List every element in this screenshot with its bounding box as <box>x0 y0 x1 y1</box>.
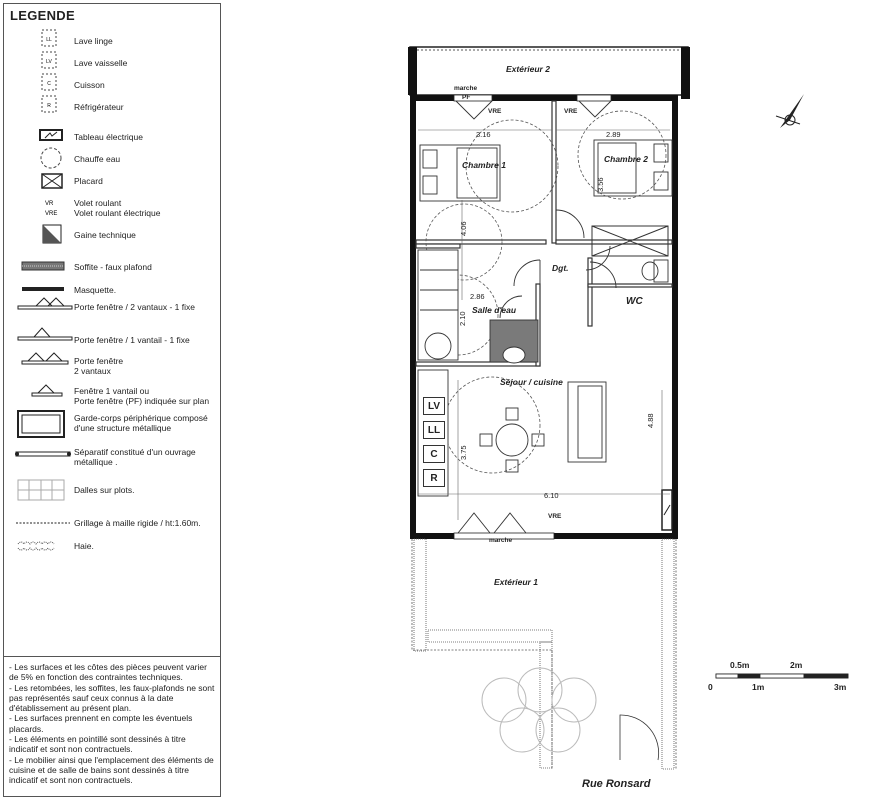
dim-chambre-1-width: 3.16 <box>476 130 491 139</box>
dim-sejour-depth: 3.75 <box>459 445 468 460</box>
hedge-icon <box>18 542 54 550</box>
legend-label-pf-1-vantail-fixe: Porte fenêtre / 1 vantail - 1 fixe <box>74 335 190 345</box>
svg-text:R: R <box>47 103 51 109</box>
appliance-lave-vaisselle: LV <box>423 397 445 415</box>
legend-symbols <box>4 4 74 564</box>
dim-sejour-width: 6.10 <box>544 491 559 500</box>
legend-label-gaine-technique: Gaine technique <box>74 230 136 240</box>
note-item: - Les surfaces prennent en compte les éventuels placards. <box>9 713 193 734</box>
tag-vre-top-right: VRE <box>564 108 578 115</box>
dim-right-depth: 4.88 <box>646 413 655 428</box>
slabs-on-pads-icon <box>18 480 64 500</box>
room-label-chambre-1: Chambre 1 <box>462 160 506 170</box>
svg-text:VRE: VRE <box>45 211 58 217</box>
dim-chambre-2-depth: 3.56 <box>596 177 605 192</box>
masquette-icon <box>22 287 64 291</box>
legend-label-tableau-electrique: Tableau électrique <box>74 132 143 142</box>
tag-pf-top: PF <box>462 94 471 101</box>
watermark-logo <box>482 668 596 752</box>
legend-label-masquette: Masquette. <box>74 285 117 295</box>
metal-separator-icon <box>15 452 71 456</box>
electrical-panel-plan <box>662 490 672 530</box>
dishwasher-icon <box>42 52 56 68</box>
legend-title: LEGENDE <box>10 8 75 23</box>
legend-label-fenetre-1-vantail: Fenêtre 1 vantail ou Porte fenêtre (PF) indiquée sur plan <box>74 386 210 406</box>
cooker-icon <box>42 74 56 90</box>
legend-label-pf-2-vantaux: Porte fenêtre 2 vantaux <box>74 356 124 376</box>
legend-label-refrigerateur: Réfrigérateur <box>74 102 124 112</box>
legend-label-separatif: Séparatif constitué d'un ouvrage métallique . <box>74 447 196 467</box>
room-label-salle-eau: Salle d'eau <box>472 305 517 315</box>
room-label-sejour-cuisine: Séjour / cuisine <box>500 377 563 387</box>
legend-label-placard: Placard <box>74 176 103 186</box>
legend-label-garde-corps: Garde-corps périphérique composé d'une structure métallique <box>74 413 208 433</box>
sofa <box>568 382 606 462</box>
tag-vre-top-left: VRE <box>488 108 502 115</box>
svg-text:VR: VR <box>45 201 54 207</box>
legend-label-cuisson: Cuisson <box>74 80 105 90</box>
tag-vre-bottom: VRE <box>548 513 562 520</box>
svg-text:LV: LV <box>46 59 52 65</box>
note-item: - Les retombées, les soffites, les faux-plafonds ne sont pas représentés sauf ceux connus à la date d'établissement au présent plan. <box>9 682 215 714</box>
floor-plan <box>222 0 877 800</box>
dim-chambre-1-depth: 4.06 <box>459 221 468 236</box>
dim-salle-eau-width: 2.86 <box>470 292 485 301</box>
appliance-cuisson: C <box>423 445 445 463</box>
note-item: - Les éléments en pointillé sont dessinés à titre indicatif et sont non contractuels. <box>9 734 186 755</box>
scale-label-2m: 2m <box>790 660 803 670</box>
legend-label-haie: Haie. <box>74 541 94 551</box>
soffit-icon <box>22 262 64 270</box>
dining-table <box>480 408 544 472</box>
window-1-leaf-icon <box>32 385 62 396</box>
legend-label-dalles: Dalles sur plots. <box>74 485 135 495</box>
scale-label-3m: 3m <box>834 682 847 692</box>
legend-label-grillage: Grillage à maille rigide / ht:1.60m. <box>74 518 201 528</box>
north-arrow-icon <box>776 94 804 128</box>
room-label-wc: WC <box>626 296 643 307</box>
washing-machine-icon <box>42 30 56 46</box>
legend-label-chauffe-eau: Chauffe eau <box>74 154 121 164</box>
water-heater-icon <box>41 148 61 168</box>
legend-panel <box>3 3 221 797</box>
legend-label-lave-vaisselle: Lave vaisselle <box>74 58 128 68</box>
closet-icon <box>42 174 62 188</box>
legend-label-lave-linge: Lave linge <box>74 36 113 46</box>
bed-chambre-2 <box>594 140 672 196</box>
bed-chambre-1 <box>420 145 500 201</box>
legend-label-pf-2-vantaux-fixe: Porte fenêtre / 2 vantaux - 1 fixe <box>74 302 195 312</box>
electrical-panel-icon <box>40 130 62 140</box>
room-label-chambre-2: Chambre 2 <box>604 154 648 164</box>
note-item: - Les surfaces et les côtes des pièces peuvent varier de 5% en fonction des contraintes techniques. <box>9 662 207 683</box>
street-name: Rue Ronsard <box>582 778 651 790</box>
dim-salle-eau-depth: 2.10 <box>458 311 467 326</box>
technical-shaft-icon <box>43 225 61 243</box>
fridge-icon <box>42 96 56 112</box>
svg-text:C: C <box>47 81 51 87</box>
railing-icon <box>18 411 64 437</box>
toilet <box>642 260 668 282</box>
scale-label-0: 0 <box>708 682 713 692</box>
room-label-dgt: Dgt. <box>552 263 569 273</box>
french-door-1-leaf-fixed-icon <box>18 328 72 340</box>
disclaimer-notes <box>4 656 220 786</box>
svg-text:LL: LL <box>46 37 52 43</box>
legend-label-volet-roulant: Volet roulant Volet roulant électrique <box>74 198 161 218</box>
scale-bar <box>716 674 848 678</box>
scale-label-05m: 0.5m <box>730 660 750 670</box>
appliance-lave-linge: LL <box>423 421 445 439</box>
floor-plan-drawing <box>222 0 877 800</box>
scale-label-1m: 1m <box>752 682 765 692</box>
french-door-2-leaves-icon <box>22 353 68 364</box>
exterieur-1-garden <box>412 539 676 770</box>
room-label-exterieur-2: Extérieur 2 <box>506 64 550 74</box>
note-item: - Le mobilier ainsi que l'emplacement des éléments de cuisine et de salle de bains sont dessinés à titre indicatif et sont non contractuels. <box>9 754 214 786</box>
room-label-exterieur-1: Extérieur 1 <box>494 577 538 587</box>
appliance-refrigerateur: R <box>423 469 445 487</box>
french-door-2-leaves-fixed-icon <box>18 298 72 309</box>
legend-label-soffite: Soffite - faux plafond <box>74 262 152 272</box>
dim-chambre-2-width: 2.89 <box>606 130 621 139</box>
tag-marche-top: marche <box>454 85 478 92</box>
tag-marche-bottom: marche <box>489 537 513 544</box>
